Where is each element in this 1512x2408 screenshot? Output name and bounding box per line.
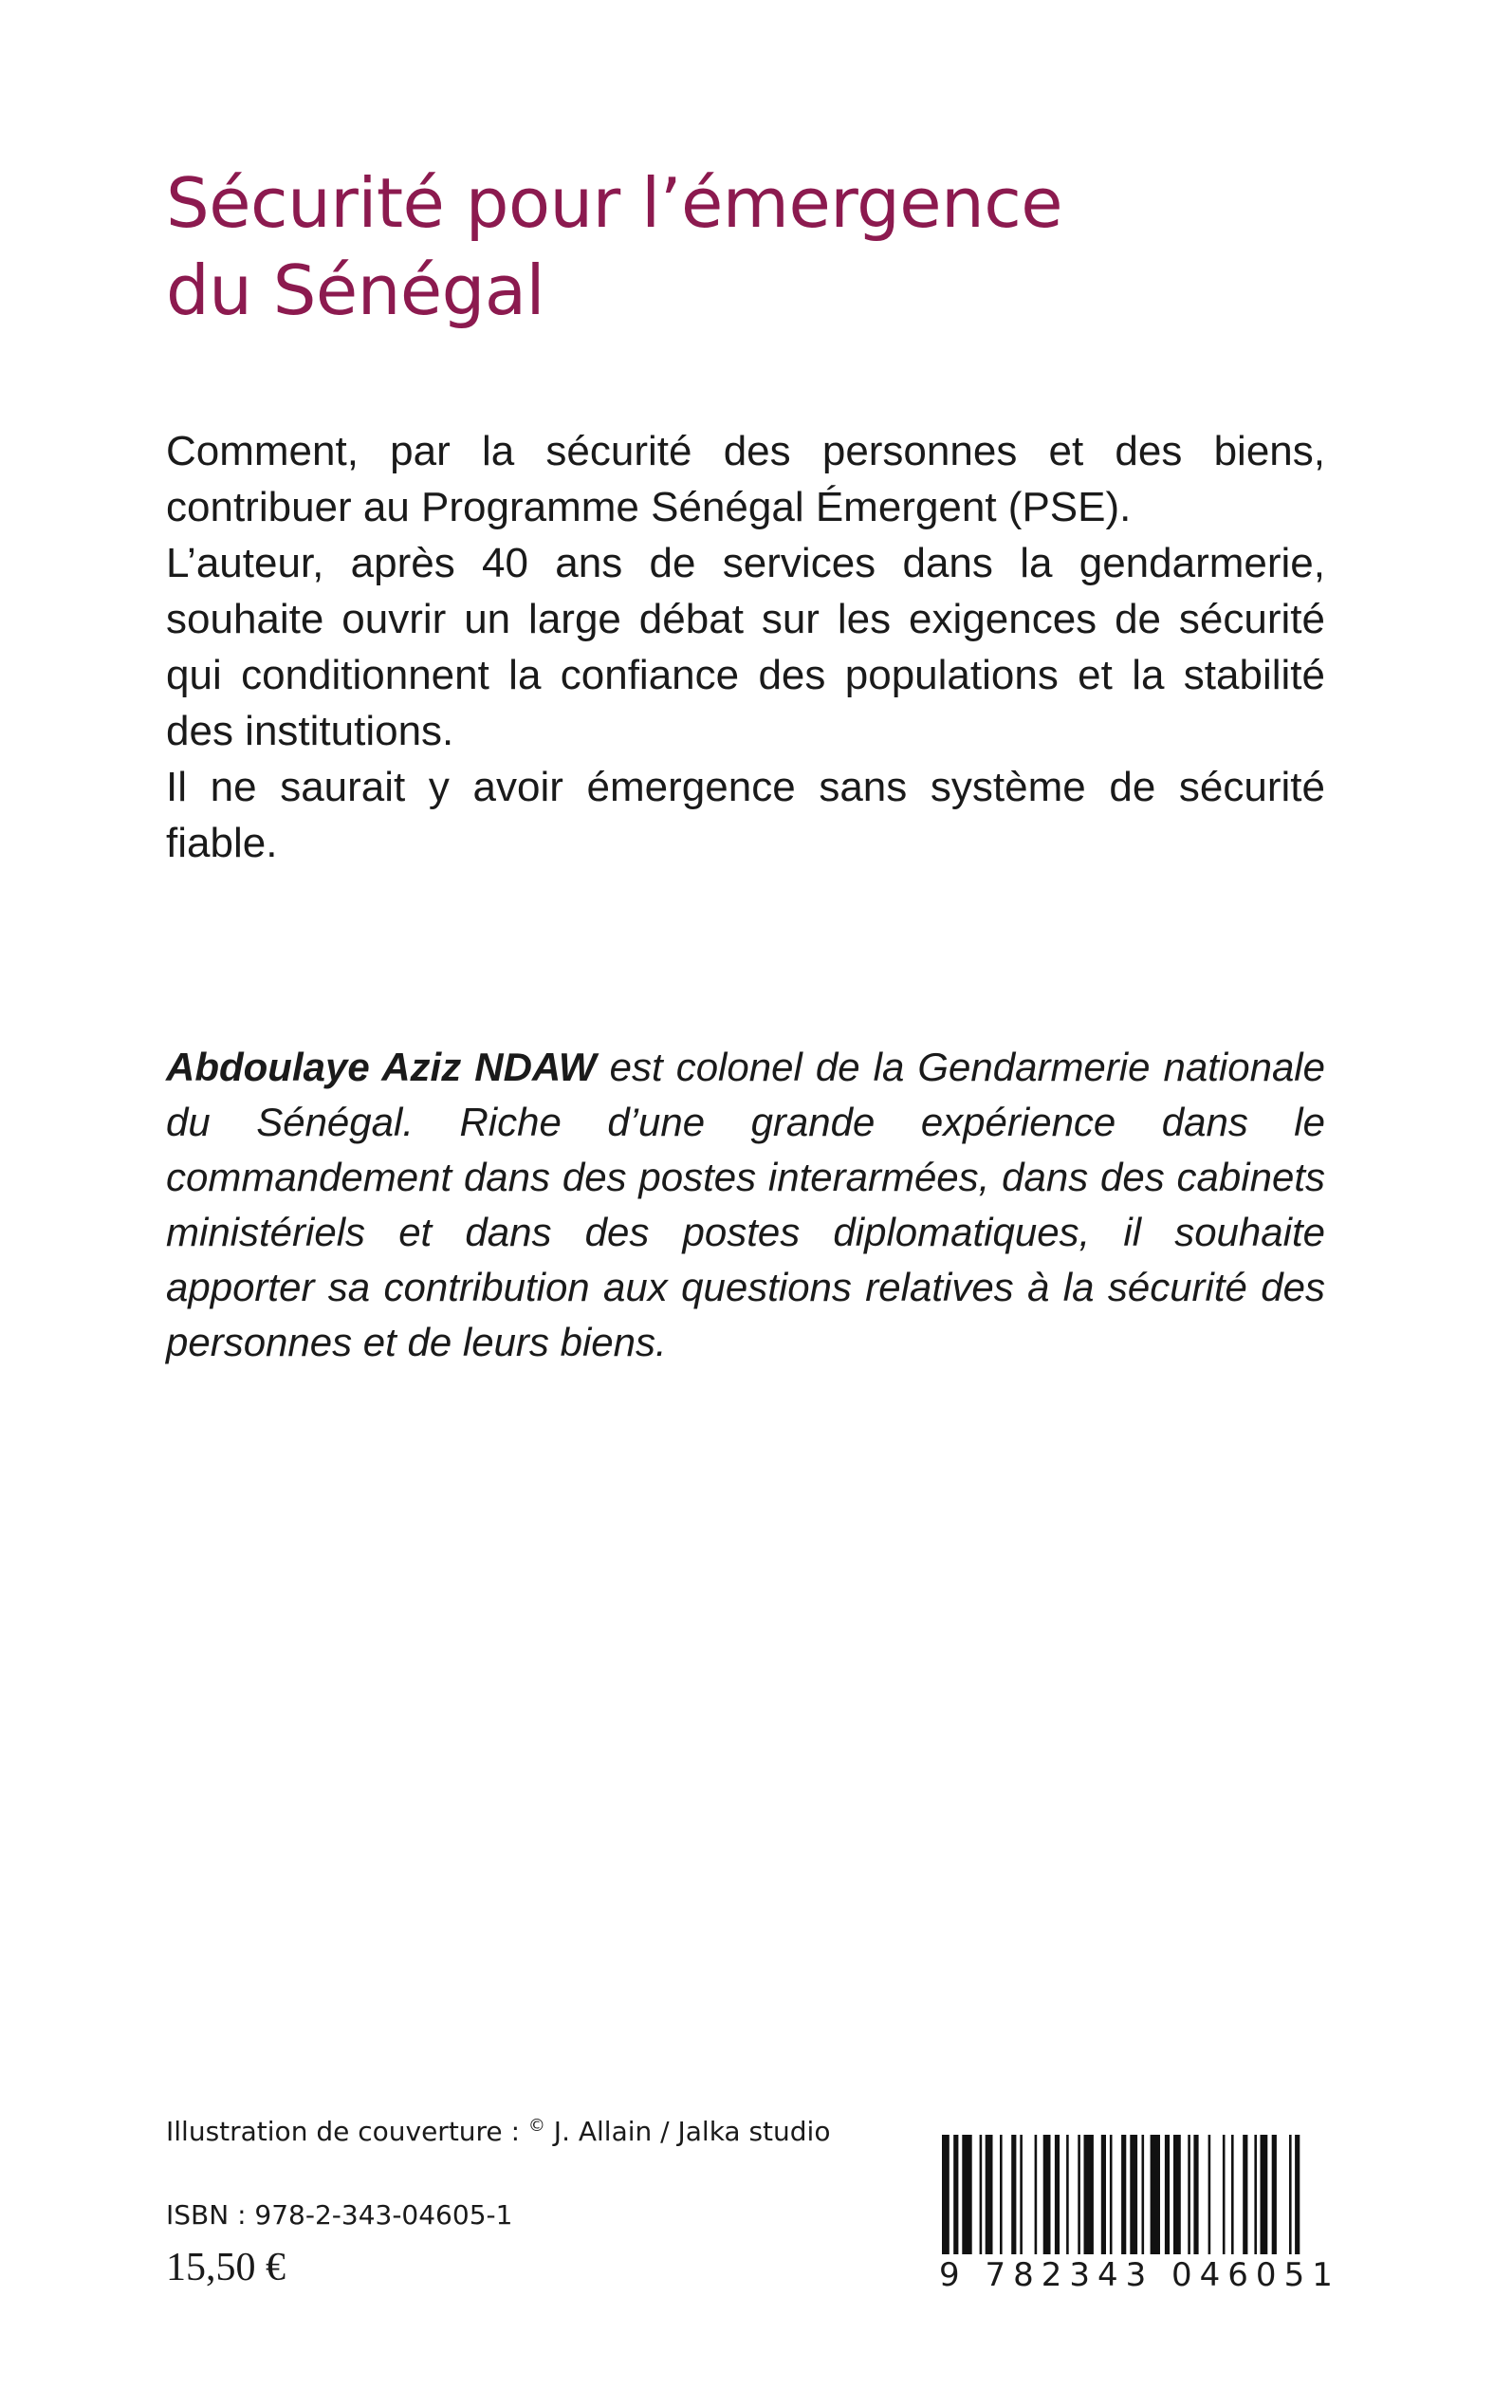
barcode-bar xyxy=(1231,2135,1234,2254)
barcode-bar xyxy=(942,2135,950,2254)
author-bio-text: est colonel de la Gendarmerie nationale du Sénégal. Riche d’une grande expérience dans le commandement dans des postes interarmées, dans des cabinets ministériels et dans des postes diplomatiques, il souhaite apporter sa contribution aux questions relatives à la sécurité des personnes et de leurs biens. xyxy=(166,1045,1325,1364)
copyright-symbol: © xyxy=(527,2116,545,2136)
barcode-bar xyxy=(1110,2135,1113,2254)
barcode-bar xyxy=(1084,2135,1094,2254)
barcode-bar xyxy=(1243,2135,1247,2254)
barcode-bar xyxy=(986,2135,993,2254)
barcode-bar xyxy=(1142,2135,1145,2254)
barcode-bar xyxy=(1020,2135,1023,2254)
credit-value: J. Allain / Jalka studio xyxy=(544,2116,831,2147)
barcode-bar xyxy=(962,2135,971,2254)
barcode-bar xyxy=(1208,2135,1211,2254)
summary-paragraph-3: Il ne saurait y avoir émergence sans système de sécurité fiable. xyxy=(166,764,1325,866)
cover-illustration-credit xyxy=(166,2116,830,2147)
barcode-bar xyxy=(1193,2135,1198,2254)
barcode-bar xyxy=(1272,2135,1277,2254)
barcode-bar xyxy=(1066,2135,1069,2254)
barcode-digits: 9 782343 046051 xyxy=(939,2256,1340,2294)
book-title xyxy=(166,159,1352,334)
barcode-bar xyxy=(1151,2135,1160,2254)
barcode-bar xyxy=(1254,2135,1257,2254)
book-title-line-1: Sécurité pour l’émergence xyxy=(166,163,1063,243)
isbn-number: ISBN : 978-2-343-04605-1 xyxy=(166,2199,513,2231)
barcode-bar xyxy=(1173,2135,1181,2254)
barcode-bar xyxy=(1121,2135,1126,2254)
summary-paragraph-1: Comment, par la sécurité des personnes et des biens, contribuer au Programme Sénégal Émergent (PSE). xyxy=(166,428,1325,530)
author-name: Abdoulaye Aziz NDAW xyxy=(166,1045,597,1089)
barcode-bar xyxy=(1165,2135,1170,2254)
barcode-bar xyxy=(1261,2135,1268,2254)
barcode-bar xyxy=(953,2135,958,2254)
credit-label: Illustration de couverture : xyxy=(166,2116,528,2147)
barcode-bar xyxy=(1043,2135,1051,2254)
barcode-bar xyxy=(1055,2135,1060,2254)
book-summary xyxy=(166,423,1325,871)
barcode-bar xyxy=(980,2135,983,2254)
barcode-bar xyxy=(1289,2135,1292,2254)
book-title-line-2: du Sénégal xyxy=(166,250,544,330)
barcode-bar xyxy=(1130,2135,1137,2254)
barcode-bar xyxy=(1011,2135,1016,2254)
barcode-bar xyxy=(1000,2135,1003,2254)
author-biography xyxy=(166,1040,1325,1370)
barcode-bar xyxy=(1078,2135,1080,2254)
barcode-bar xyxy=(1188,2135,1190,2254)
barcode-bar xyxy=(1101,2135,1106,2254)
barcode-bar xyxy=(1223,2135,1226,2254)
summary-paragraph-2: L’auteur, après 40 ans de services dans la gendarmerie, souhaite ouvrir un large débat sur les exigences de sécurité qui conditionnent la confiance des populations et la stabilité des institutions. xyxy=(166,540,1325,754)
barcode-bar xyxy=(1035,2135,1038,2254)
book-price: 15,50 € xyxy=(166,2246,286,2289)
barcode-bar xyxy=(1295,2135,1300,2254)
